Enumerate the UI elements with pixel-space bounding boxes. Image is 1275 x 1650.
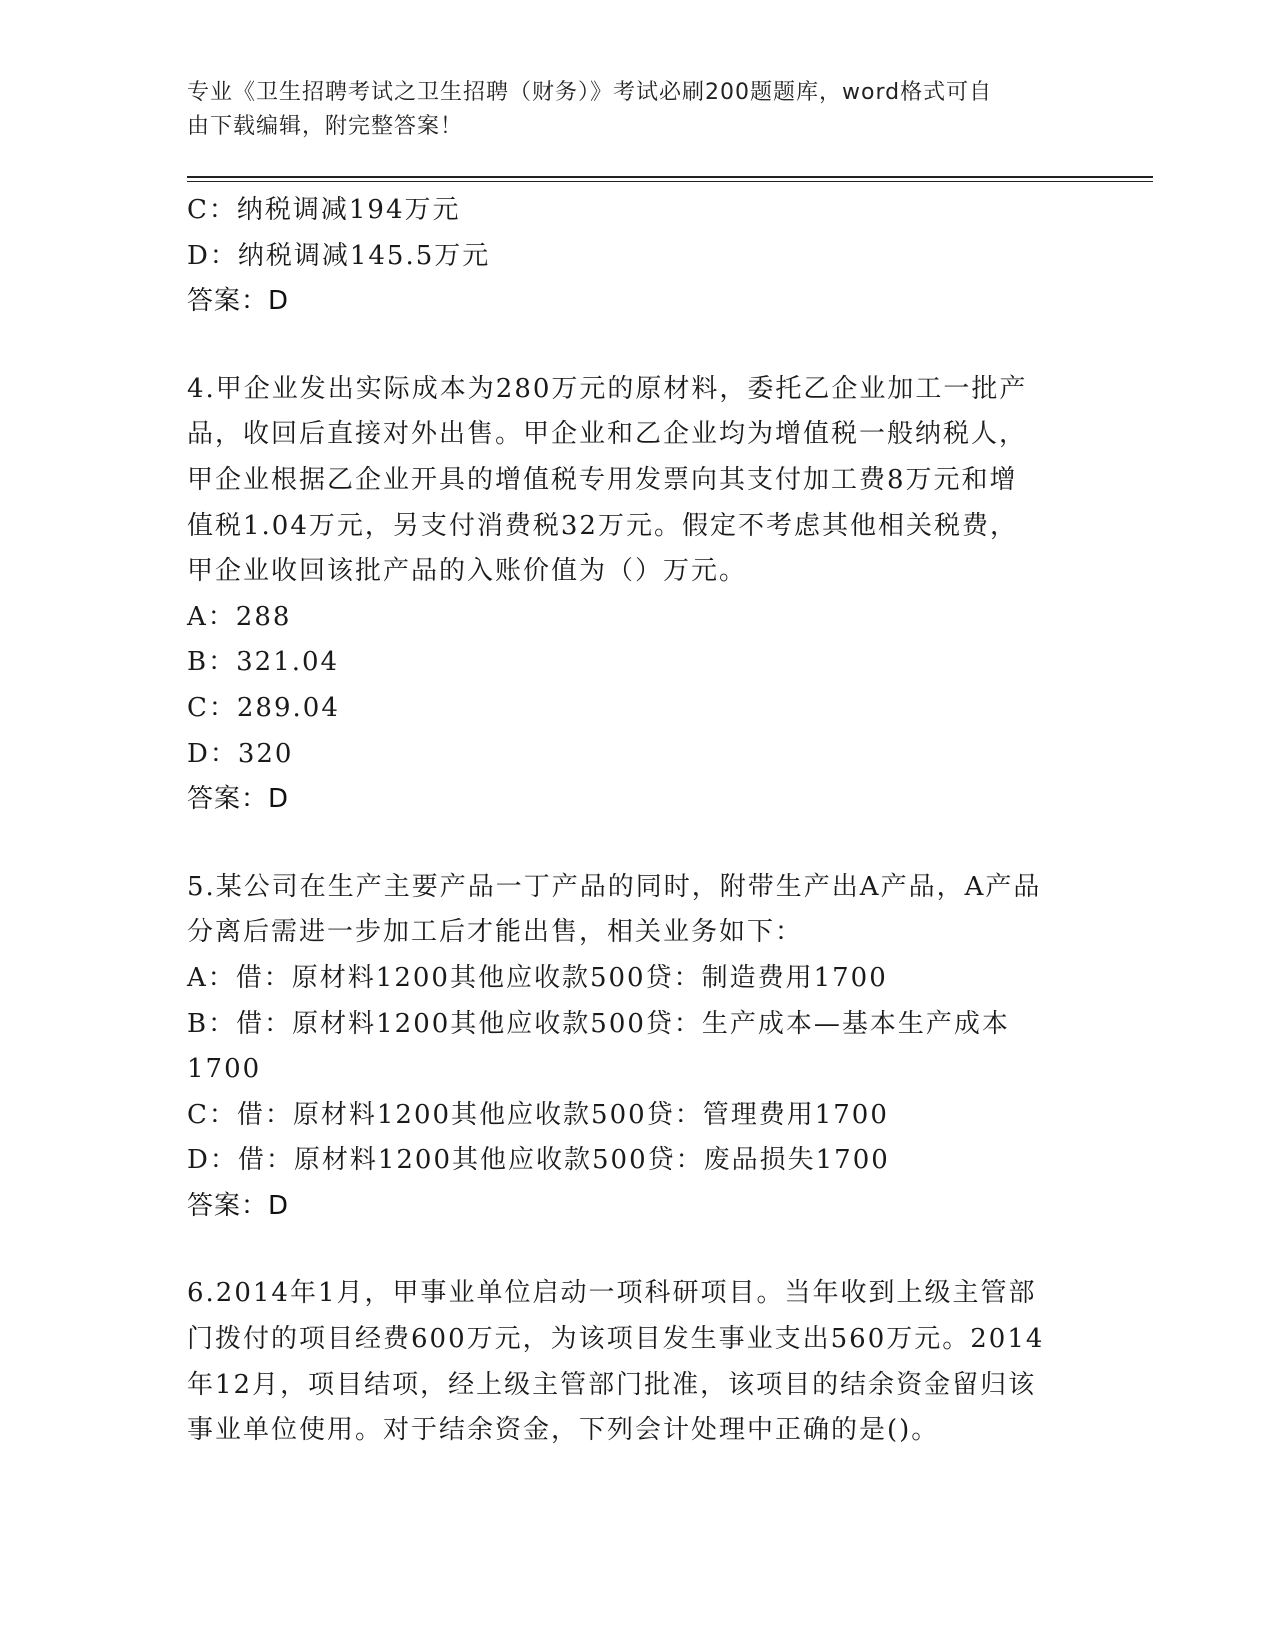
answer-line: 答案：D: [187, 1190, 290, 1221]
question-4: [187, 367, 1087, 823]
spacer: [187, 823, 1087, 865]
question-3-tail: [187, 188, 1087, 325]
question-text-line: 门拨付的项目经费600万元，为该项目发生事业支出560万元。2014: [187, 1324, 1045, 1355]
header-rule-thick: [187, 176, 1153, 178]
question-text-line: 4.甲企业发出实际成本为280万元的原材料，委托乙企业加工一批产: [187, 373, 1028, 404]
option-c: C：纳税调减194万元: [187, 195, 461, 225]
question-text-line: 5.某公司在生产主要产品一丁产品的同时，附带生产出A产品，A产品: [187, 871, 1042, 902]
question-text-line: 年12月，项目结项，经上级主管部门批准，该项目的结余资金留归该: [187, 1369, 1037, 1400]
question-6: [187, 1271, 1087, 1453]
answer-line: 答案：D: [187, 784, 290, 815]
spacer: [187, 1229, 1087, 1271]
option-d: D：320: [187, 738, 294, 769]
question-text-line: 甲企业根据乙企业开具的增值税专用发票向其支付加工费8万元和增: [187, 464, 1018, 495]
question-text-line: 6.2014年1月，甲事业单位启动一项科研项目。当年收到上级主管部: [187, 1278, 1037, 1309]
option-d: D：纳税调减145.5万元: [187, 240, 491, 271]
spacer: [187, 325, 1087, 367]
document-header: [187, 76, 1067, 144]
option-b: B：借：原材料1200其他应收款500贷：生产成本—基本生产成本: [187, 1008, 1010, 1039]
header-rule-thin: [187, 181, 1153, 182]
answer-line: 答案：D: [187, 286, 290, 317]
option-a: A：借：原材料1200其他应收款500贷：制造费用1700: [187, 962, 888, 993]
question-text-line: 甲企业收回该批产品的入账价值为（）万元。: [187, 556, 748, 587]
question-text-line: 值税1.04万元，另支付消费税32万元。假定不考虑其他相关税费，: [187, 510, 1018, 541]
option-d: D：借：原材料1200其他应收款500贷：废品损失1700: [187, 1145, 890, 1176]
question-5: [187, 865, 1087, 1230]
option-c: C：借：原材料1200其他应收款500贷：管理费用1700: [187, 1099, 889, 1130]
question-text-line: 品，收回后直接对外出售。甲企业和乙企业均为增值税一般纳税人，: [187, 419, 1028, 450]
option-b-continued: 1700: [187, 1054, 262, 1085]
option-c: C：289.04: [187, 692, 340, 723]
option-b: B：321.04: [187, 647, 340, 678]
question-text-line: 分离后需进一步加工后才能出售，相关业务如下：: [187, 917, 804, 948]
question-content: [187, 188, 1087, 1454]
question-text-line: 事业单位使用。对于结余资金，下列会计处理中正确的是()。: [187, 1415, 940, 1446]
header-line-1: 专业《卫生招聘考试之卫生招聘（财务）》考试必刷200题题库，word格式可自: [187, 80, 993, 105]
option-a: A：288: [187, 601, 292, 632]
header-line-2: 由下载编辑，附完整答案！: [187, 114, 464, 139]
